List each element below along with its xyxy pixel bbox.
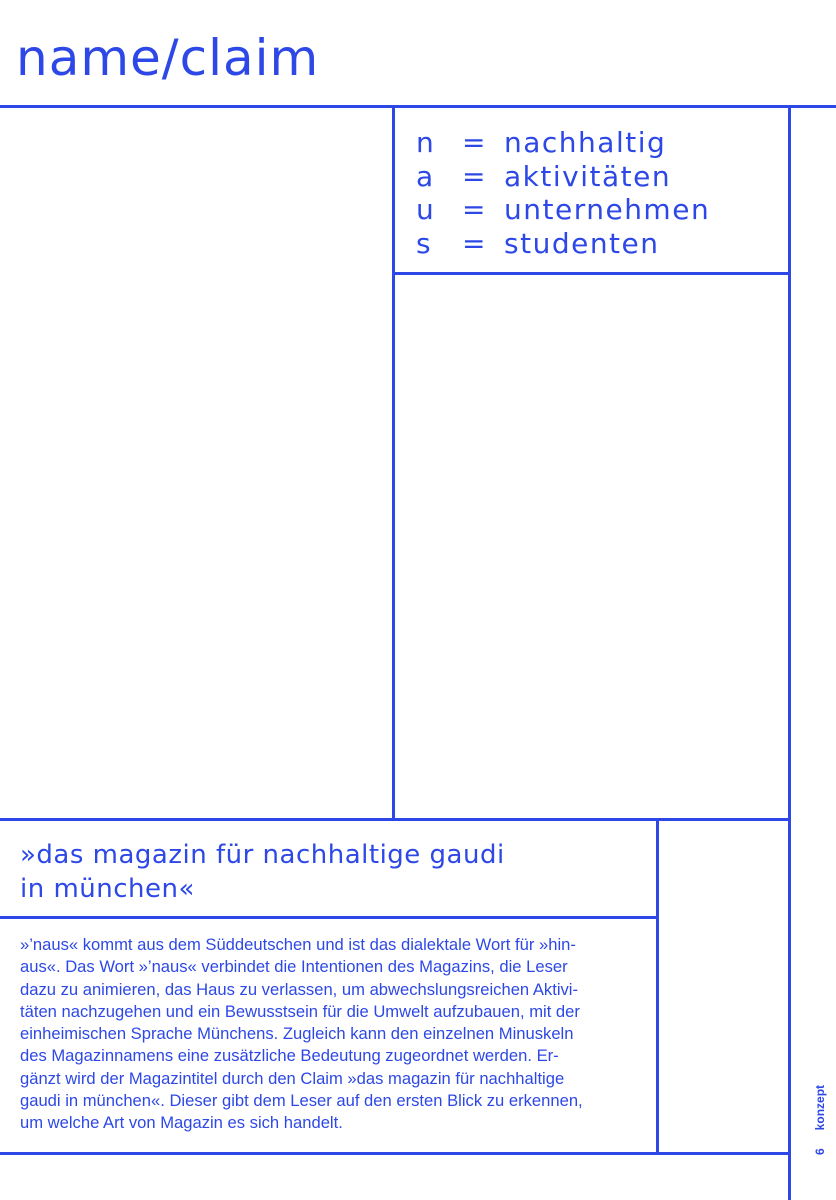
section-name: konzept xyxy=(813,1084,827,1131)
body-line: um welche Art von Magazin es sich handelt. xyxy=(20,1113,343,1133)
acrostic-row xyxy=(416,227,710,261)
acrostic-row xyxy=(416,126,710,160)
equals-sign: = xyxy=(462,126,487,159)
equals-sign: = xyxy=(462,193,487,226)
acrostic-word: studenten xyxy=(504,226,660,260)
acrostic-letter: s xyxy=(416,226,433,260)
body-line: »’naus« kommt aus dem Süddeutschen und ist das dialektale Wort für »hin- xyxy=(20,935,576,954)
acrostic-bottom-rule xyxy=(392,272,791,275)
page-title: name/claim xyxy=(16,29,320,87)
page-number: 6 xyxy=(813,1148,827,1155)
body-paragraph xyxy=(20,934,640,1135)
claim-line: in münchen« xyxy=(20,874,195,904)
text-column-right-rule xyxy=(656,818,659,1155)
body-line: aus«. Das Wort »’naus« verbindet die Intentionen des Magazins, die Leser xyxy=(20,957,568,977)
equals-sign: = xyxy=(462,159,487,193)
acrostic-list xyxy=(416,126,710,260)
body-line: dazu zu animieren, das Haus zu verlassen, um abwechslungsreichen Aktivi- xyxy=(20,979,579,999)
acrostic-word: nachhaltig xyxy=(504,126,667,159)
acrostic-row xyxy=(416,193,710,227)
page-footer-label xyxy=(814,1085,826,1155)
acrostic-letter: a xyxy=(416,159,435,193)
body-line: gänzt wird der Magazintitel durch den Claim »das magazin für nachhaltige xyxy=(20,1068,565,1088)
right-margin-rule xyxy=(788,105,791,1200)
acrostic-left-rule xyxy=(392,105,395,820)
acrostic-word: aktivitäten xyxy=(504,159,672,193)
body-line: einheimischen Sprache Münchens. Zugleich kann den einzelnen Minuskeln xyxy=(20,1024,574,1044)
acrostic-letter: u xyxy=(416,193,436,226)
acrostic-row xyxy=(416,160,710,194)
acrostic-word: unternehmen xyxy=(504,193,711,226)
claim-headline xyxy=(20,838,505,906)
equals-sign: = xyxy=(462,226,487,260)
body-line: täten nachzugehen und ein Bewusstsein für die Umwelt aufzubauen, mit der xyxy=(20,1001,580,1021)
claim-bottom-rule xyxy=(0,916,659,919)
acrostic-letter: n xyxy=(416,126,436,159)
claim-line: »das magazin für nachhaltige gaudi xyxy=(20,840,505,870)
body-line: gaudi in münchen«. Dieser gibt dem Leser auf den ersten Blick zu erkennen, xyxy=(20,1091,583,1111)
body-line: des Magazinnamens eine zusätzliche Bedeutung zugeordnet werden. Er- xyxy=(20,1046,559,1066)
footer-rule xyxy=(0,1152,791,1155)
claim-top-rule xyxy=(0,818,791,821)
header-divider xyxy=(0,105,836,108)
